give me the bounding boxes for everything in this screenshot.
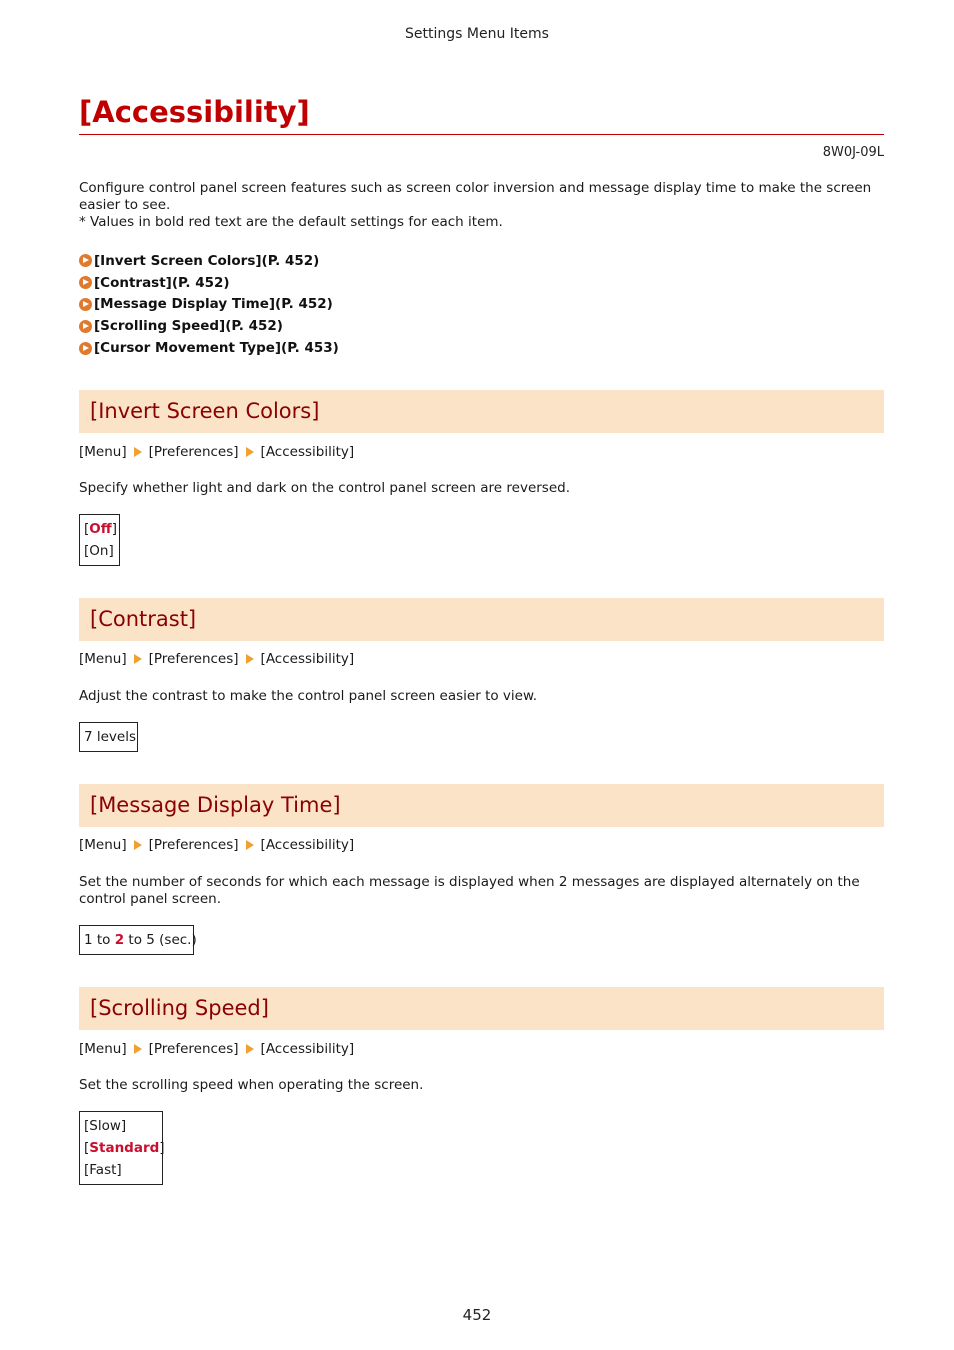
triangle-right-icon (134, 1044, 142, 1054)
section-header-message-display-time (79, 784, 884, 827)
triangle-right-icon (246, 654, 254, 664)
breadcrumb-preferences: [Preferences] (148, 1041, 239, 1057)
running-header: Settings Menu Items (405, 26, 549, 42)
breadcrumb (79, 651, 354, 667)
default-value: 2 (114, 932, 125, 948)
value-range (84, 929, 197, 951)
triangle-right-icon (246, 447, 254, 457)
link-cursor-movement-type[interactable] (79, 337, 339, 359)
triangle-right-icon (134, 654, 142, 664)
triangle-right-icon (134, 840, 142, 850)
triangle-right-icon (246, 1044, 254, 1054)
breadcrumb-preferences: [Preferences] (148, 444, 239, 460)
link-invert-screen-colors[interactable] (79, 250, 339, 272)
section-description: Set the number of seconds for which each message is displayed when 2 messages are displayed alternately on the control panel screen. (79, 874, 860, 907)
link-label[interactable]: [Message Display Time](P. 452) (94, 296, 333, 313)
arrow-circle-icon (79, 342, 92, 355)
breadcrumb-accessibility: [Accessibility] (260, 651, 355, 667)
breadcrumb-menu: [Menu] (79, 444, 127, 460)
value-range: 7 levels (84, 729, 137, 745)
option-slow: [Slow] (84, 1118, 127, 1134)
range-end: to 5 (sec.) (124, 932, 197, 948)
section-description: Specify whether light and dark on the control panel screen are reversed. (79, 480, 570, 496)
link-label[interactable]: [Cursor Movement Type](P. 453) (94, 340, 339, 357)
breadcrumb (79, 837, 354, 853)
breadcrumb-accessibility: [Accessibility] (260, 1041, 355, 1057)
link-scrolling-speed[interactable] (79, 315, 339, 337)
triangle-right-icon (134, 447, 142, 457)
settings-value-box (79, 925, 197, 955)
bracket: ] (159, 1140, 165, 1156)
default-value: Standard (89, 1140, 160, 1156)
page-number: 452 (462, 1306, 492, 1324)
default-value: Off (89, 521, 112, 537)
section-header-contrast (79, 598, 884, 641)
triangle-right-icon (246, 840, 254, 850)
breadcrumb-menu: [Menu] (79, 1041, 127, 1057)
settings-value-box (79, 1111, 163, 1185)
settings-value-box (79, 722, 138, 752)
section-title: [Message Display Time] (90, 793, 341, 817)
breadcrumb (79, 1041, 354, 1057)
section-title: [Scrolling Speed] (90, 996, 269, 1020)
section-description: Adjust the contrast to make the control panel screen easier to view. (79, 688, 538, 704)
link-label[interactable]: [Scrolling Speed](P. 452) (94, 318, 283, 335)
intro-line-2: * Values in bold red text are the default settings for each item. (79, 214, 503, 230)
bracket: ] (111, 521, 117, 537)
bracket: [ (84, 521, 90, 537)
range-start: 1 to (84, 932, 115, 948)
breadcrumb-menu: [Menu] (79, 837, 127, 853)
section-link-list (79, 250, 339, 359)
option-on: [On] (84, 543, 114, 559)
page-title: [Accessibility] (79, 95, 310, 129)
arrow-circle-icon (79, 276, 92, 289)
arrow-circle-icon (79, 298, 92, 311)
link-label[interactable]: [Contrast](P. 452) (94, 274, 230, 291)
link-message-display-time[interactable] (79, 294, 339, 316)
section-title: [Contrast] (90, 607, 197, 631)
intro-line-1: Configure control panel screen features such as screen color inversion and message display time to make the screen easier to see. (79, 180, 872, 213)
breadcrumb-menu: [Menu] (79, 651, 127, 667)
settings-value-box (79, 514, 120, 566)
link-label[interactable]: [Invert Screen Colors](P. 452) (94, 252, 320, 269)
option-fast: [Fast] (84, 1162, 122, 1178)
title-divider (79, 134, 884, 135)
section-title: [Invert Screen Colors] (90, 399, 320, 423)
document-code: 8W0J-09L (822, 145, 884, 160)
breadcrumb (79, 444, 354, 460)
intro-text (79, 180, 884, 231)
breadcrumb-preferences: [Preferences] (148, 651, 239, 667)
breadcrumb-preferences: [Preferences] (148, 837, 239, 853)
breadcrumb-accessibility: [Accessibility] (260, 444, 355, 460)
section-description: Set the scrolling speed when operating the screen. (79, 1077, 424, 1093)
breadcrumb-accessibility: [Accessibility] (260, 837, 355, 853)
section-header-scrolling-speed (79, 987, 884, 1030)
arrow-circle-icon (79, 254, 92, 267)
option-standard (84, 1137, 165, 1159)
option-off (84, 518, 115, 540)
bracket: [ (84, 1140, 90, 1156)
arrow-circle-icon (79, 320, 92, 333)
link-contrast[interactable] (79, 272, 339, 294)
section-header-invert-screen-colors (79, 390, 884, 433)
